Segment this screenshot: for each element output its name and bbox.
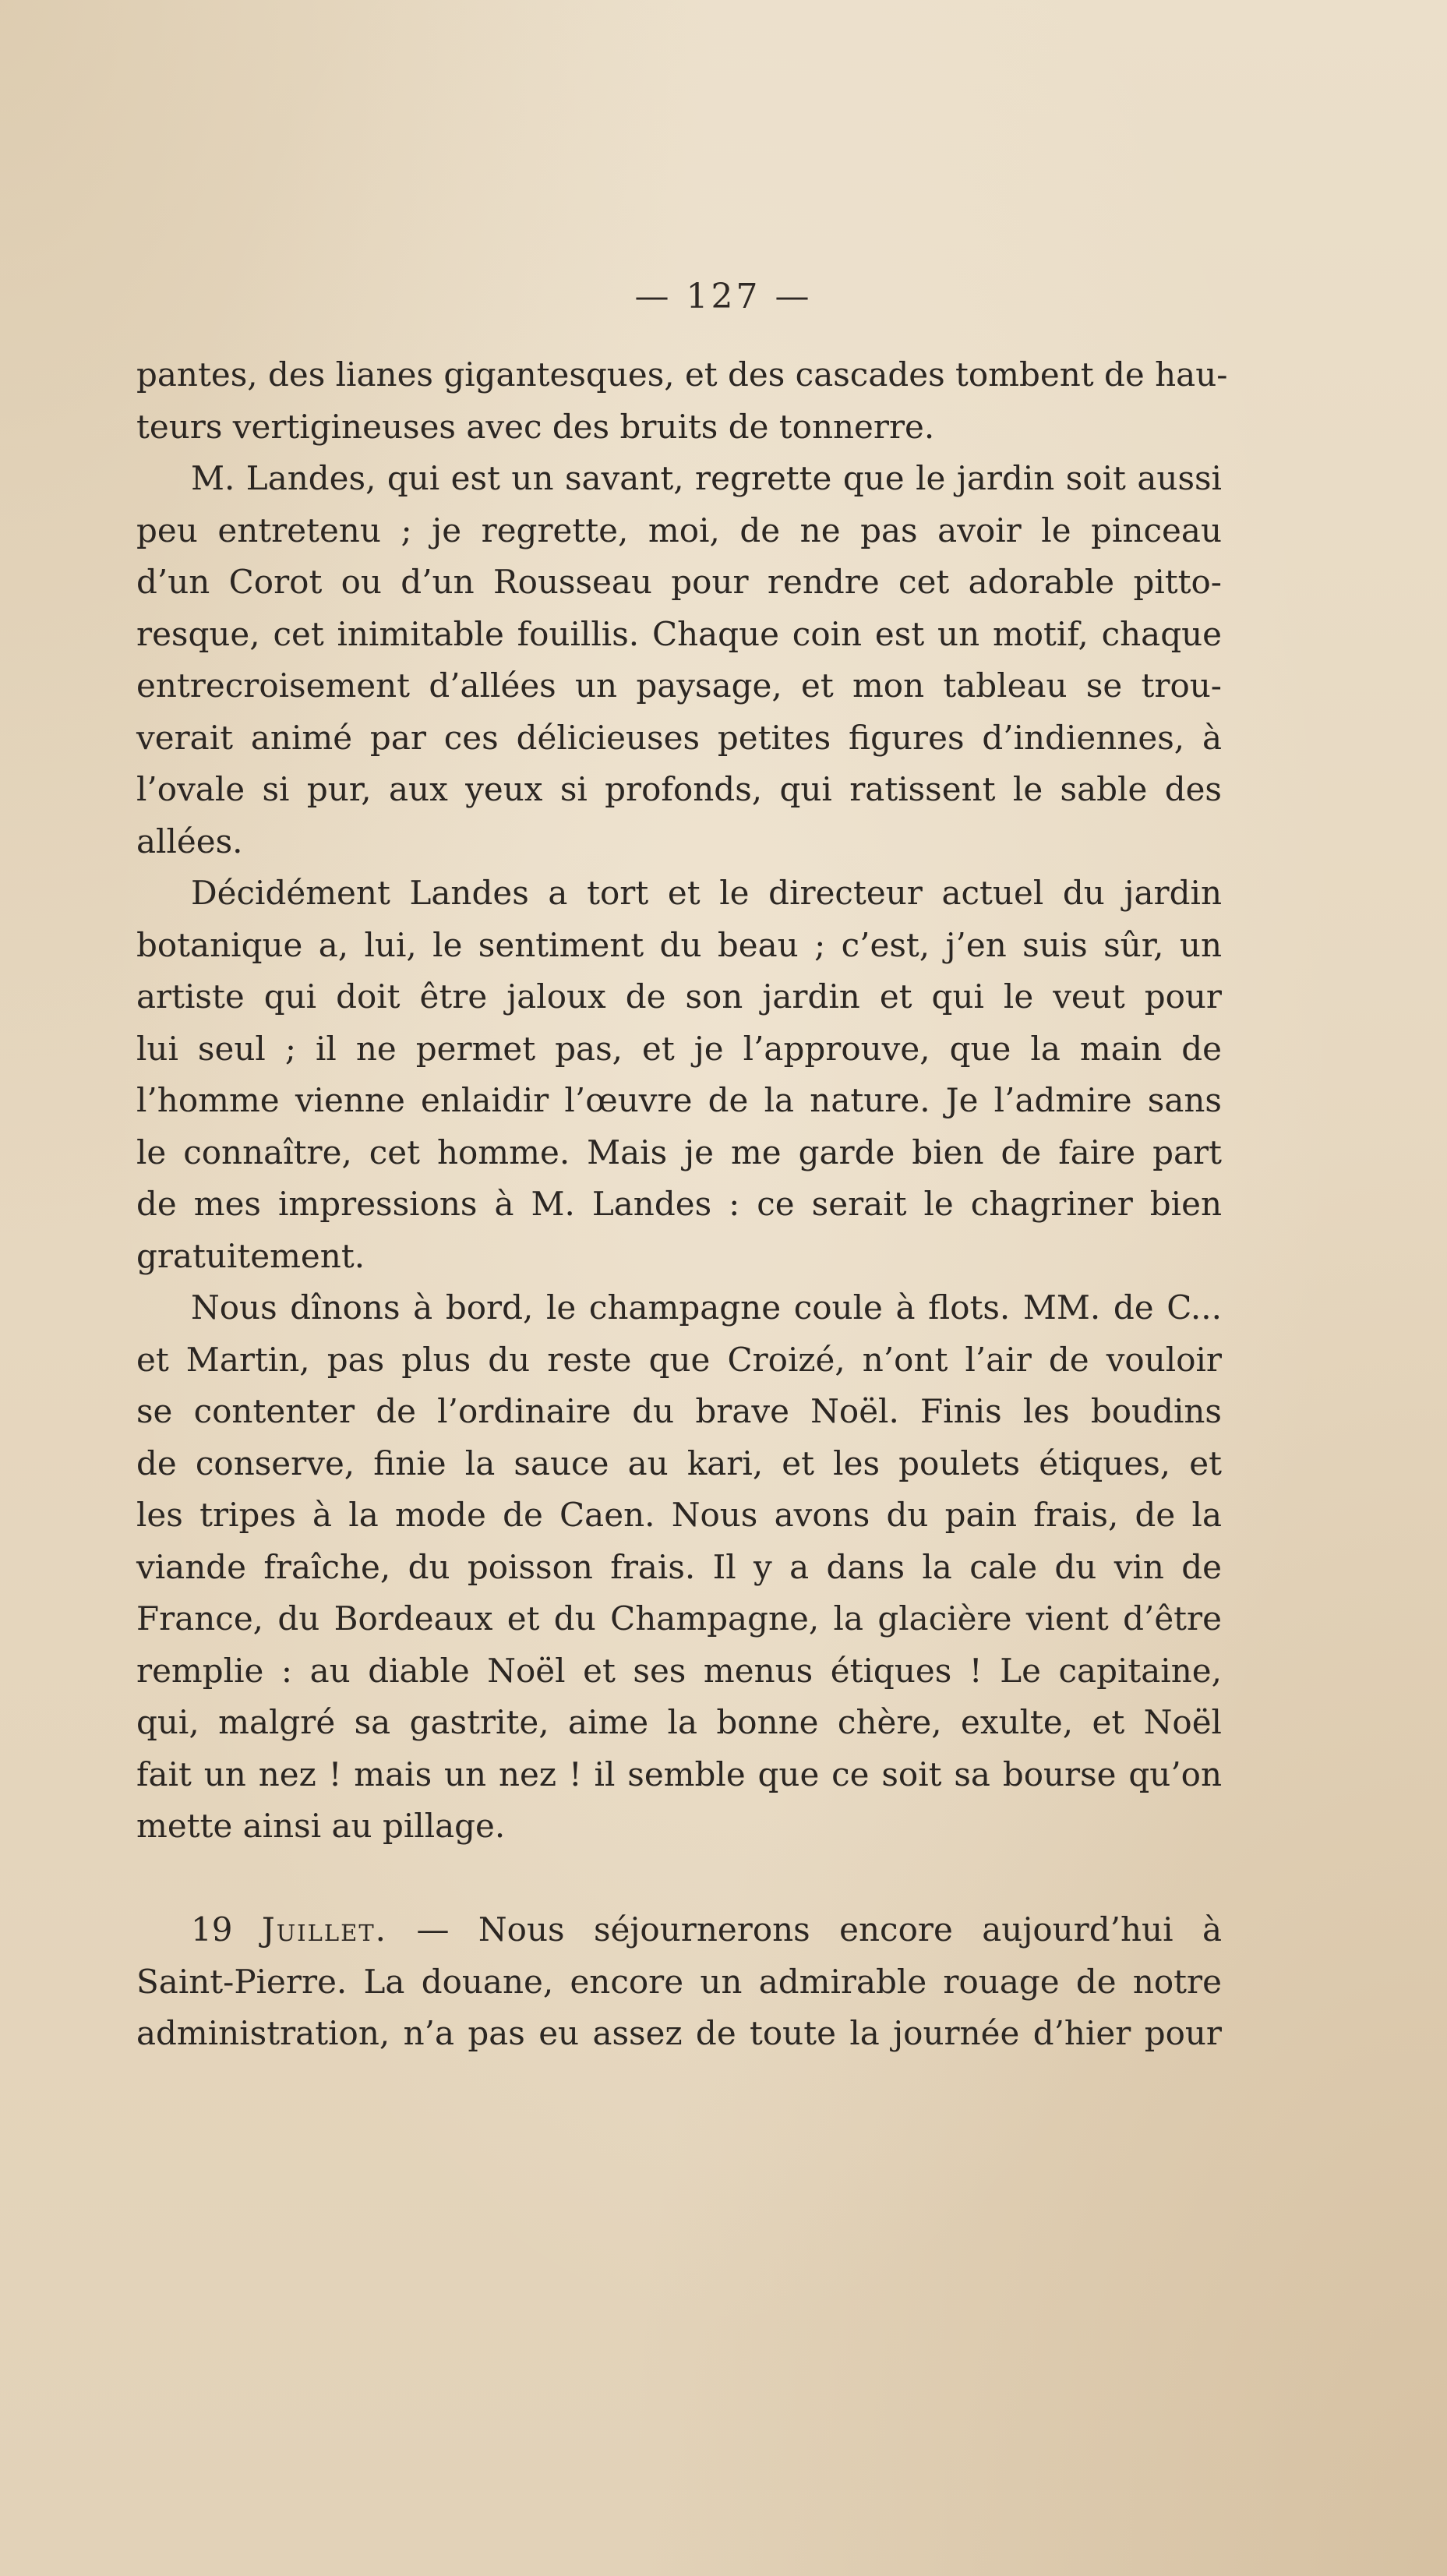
body-text: [136, 349, 1228, 2060]
text-line: l’homme vienne enlaidir l’œuvre de la nature. Je l’admire sans: [136, 1081, 1222, 1119]
text-line: botanique a, lui, le sentiment du beau ; c’est, j’en suis sûr, un: [136, 925, 1222, 964]
entry-first-line: [136, 1904, 1222, 1956]
text-line: d’un Corot ou d’un Rousseau pour rendre cet adorable pitto-: [136, 563, 1222, 601]
text-line: M. Landes, qui est un savant, regrette que le jardin soit aussi: [191, 459, 1222, 497]
text-line: de conserve, finie la sauce au kari, et les poulets étiques, et: [136, 1443, 1222, 1482]
entry-date-number: 19: [191, 1910, 233, 1949]
text-line: les tripes à la mode de Caen. Nous avons du pain frais, de la: [136, 1496, 1222, 1534]
text-line: mette ainsi au pillage.: [136, 1807, 506, 1845]
text-line: allées.: [136, 822, 243, 860]
text-line: entrecroisement d’allées un paysage, et mon tableau se trou-: [136, 666, 1222, 705]
text-line: se contenter de l’ordinaire du brave Noël. Finis les boudins: [136, 1392, 1222, 1430]
text-line: teurs vertigineuses avec des bruits de tonnerre.: [136, 407, 935, 446]
text-line: artiste qui doit être jaloux de son jardin et qui le veut pour: [136, 977, 1222, 1016]
text-line: lui seul ; il ne permet pas, et je l’approuve, que la main de: [136, 1029, 1222, 1068]
section-gap: [136, 1853, 1222, 1905]
text-line: resque, cet inimitable fouillis. Chaque coin est un motif, chaque: [136, 614, 1222, 653]
text-line: remplie : au diable Noël et ses menus étiques ! Le capitaine,: [136, 1651, 1222, 1690]
text-line: fait un nez ! mais un nez ! il semble que ce soit sa bourse qu’on: [136, 1754, 1222, 1793]
text-line: gratuitement.: [136, 1236, 365, 1275]
entry-date-month: Juillet.: [261, 1910, 388, 1949]
text-line: verait animé par ces délicieuses petites figures d’indiennes, à: [136, 718, 1222, 757]
text-line: pantes, des lianes gigantesques, et des cascades tombent de hau-: [136, 355, 1228, 394]
text-line: peu entretenu ; je regrette, moi, de ne pas avoir le pinceau: [136, 511, 1222, 549]
page-number: — 127 —: [634, 277, 813, 316]
text-line: viande fraîche, du poisson frais. Il y a dans la cale du vin de: [136, 1547, 1222, 1586]
text-line: Décidément Landes a tort et le directeur actuel du jardin: [191, 874, 1222, 912]
text-line: France, du Bordeaux et du Champagne, la glacière vient d’être: [136, 1599, 1222, 1638]
text-line: Nous dînons à bord, le champagne coule à flots. MM. de C...: [191, 1288, 1222, 1327]
text-line: Saint-Pierre. La douane, encore un admirable rouage de notre: [136, 1962, 1222, 2001]
text-line: de mes impressions à M. Landes : ce serait le chagriner bien: [136, 1185, 1222, 1223]
text-line: le connaître, cet homme. Mais je me garde bien de faire part: [136, 1133, 1222, 1171]
text-line: et Martin, pas plus du reste que Croizé, n’ont l’air de vouloir: [136, 1340, 1222, 1379]
entry-first-line-text: — Nous séjournerons encore aujourd’hui à: [416, 1910, 1223, 1949]
text-line: l’ovale si pur, aux yeux si profonds, qui ratissent le sable des: [136, 770, 1222, 808]
text-line: qui, malgré sa gastrite, aime la bonne chère, exulte, et Noël: [136, 1703, 1222, 1741]
text-line: administration, n’a pas eu assez de toute la journée d’hier pour: [136, 2014, 1222, 2052]
